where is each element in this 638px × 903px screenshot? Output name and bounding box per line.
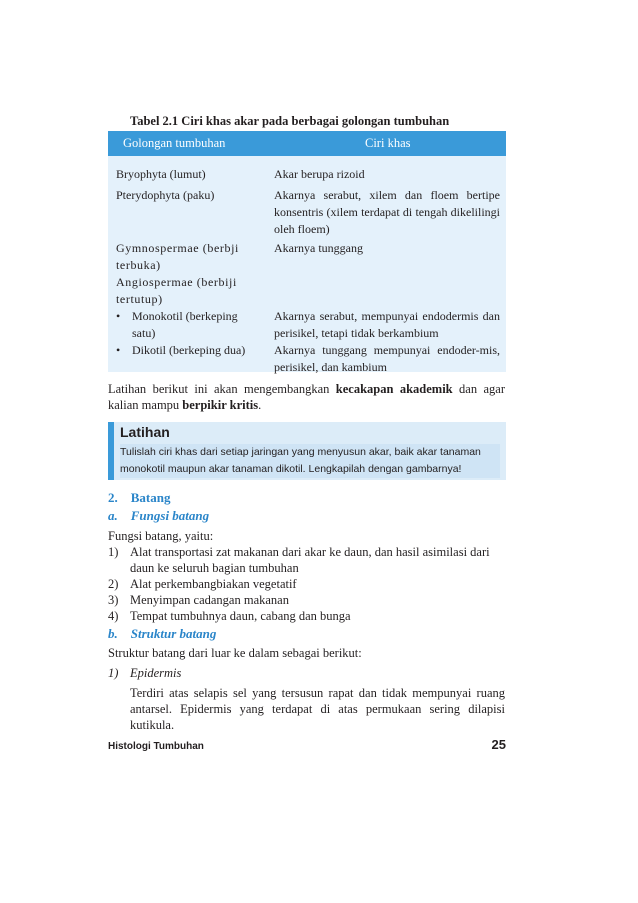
- fungsi-intro: Fungsi batang, yaitu:: [108, 529, 214, 543]
- subsection-heading-b: b. Struktur batang: [108, 626, 217, 641]
- table-cell-group: Bryophyta (lumut): [116, 167, 206, 181]
- table-cell-group: Gymnospermae (berbji terbuka): [116, 241, 239, 272]
- table-header: [108, 131, 506, 156]
- latihan-text: Tulislah ciri khas dari setiap jaringan yang menyusun akar, baik akar tanaman monokotil maupun akar tanaman dikotil. Lengkapilah dengan gambarnya!: [120, 444, 500, 478]
- table-header-group: Golongan tumbuhan: [123, 136, 226, 150]
- table-body: [108, 156, 506, 372]
- list-number: 4): [108, 609, 119, 623]
- latihan-accent-bar: [108, 422, 114, 480]
- table-header-feature: Ciri khas: [365, 136, 411, 150]
- intro-text: .: [258, 398, 262, 412]
- bullet: •: [116, 309, 121, 323]
- subsection-heading-a: a. Fungsi batang: [108, 508, 210, 523]
- intro-paragraph: [108, 381, 505, 413]
- list-text: Menyimpan cadangan makanan: [130, 593, 289, 607]
- table-cell-feature: Akarnya serabut, mempunyai endodermis dan perisikel, tetapi tidak berkambium: [274, 309, 500, 340]
- list-item: [108, 576, 505, 592]
- bullet: •: [116, 343, 121, 357]
- section-heading: 2. Batang: [108, 490, 171, 505]
- intro-bold-1: kecakapan akademik: [335, 382, 453, 396]
- list-item: [108, 665, 505, 733]
- table-cell-group-text: Monokotil (berkeping satu): [132, 309, 238, 340]
- list-number: 1): [108, 545, 119, 559]
- list-number: 1): [108, 666, 119, 680]
- table-cell-group: Pterydophyta (paku): [116, 188, 215, 202]
- latihan-title: Latihan: [120, 424, 170, 440]
- intro-text: dan agar kalian mampu: [108, 382, 506, 412]
- page-number: 25: [491, 737, 506, 752]
- struktur-list: [108, 645, 505, 733]
- list-item: [108, 608, 505, 624]
- table-cell-feature: Akar berupa rizoid: [274, 167, 365, 181]
- list-item: [108, 544, 505, 576]
- table-cell-feature: Akarnya tunggang mempunyai endoder-mis, perisikel, dan kambium: [274, 343, 500, 374]
- epidermis-title: Epidermis: [130, 666, 182, 680]
- struktur-intro: Struktur batang dari luar ke dalam sebagai berikut:: [108, 646, 362, 660]
- table-caption: Tabel 2.1 Ciri khas akar pada berbagai golongan tumbuhan: [130, 114, 450, 128]
- epidermis-text: Terdiri atas selapis sel yang tersusun rapat dan tidak mempunyai ruang antarsel. Epidermis yang terdapat di atas permukaan sering dilapisi kutikula.: [130, 686, 505, 732]
- table-cell-group: Angiospermae (berbiji tertutup): [116, 275, 237, 306]
- table-cell-feature: Akarnya tunggang: [274, 241, 363, 255]
- table-cell-feature: Akarnya serabut, xilem dan floem bertipe konsentris (xilem terdapat di tengah dikelilingi oleh floem): [274, 188, 500, 236]
- intro-text: Latihan berikut ini akan mengembangkan: [108, 382, 336, 396]
- list-number: 3): [108, 593, 119, 607]
- table-cell-group: [116, 342, 259, 359]
- table-cell-group-text: Dikotil (berkeping dua): [132, 343, 246, 357]
- list-item: [108, 592, 505, 608]
- fungsi-list: [108, 528, 505, 624]
- list-number: 2): [108, 577, 119, 591]
- list-text: Alat transportasi zat makanan dari akar ke daun, dan hasil asimilasi dari daun ke seluruh bagian tumbuhan: [130, 545, 490, 575]
- list-text: Tempat tumbuhnya daun, cabang dan bunga: [130, 609, 351, 623]
- table-cell-group: [116, 308, 259, 342]
- footer-chapter: Histologi Tumbuhan: [108, 741, 204, 752]
- list-text: Alat perkembangbiakan vegetatif: [130, 577, 297, 591]
- intro-bold-2: berpikir kritis: [182, 398, 259, 412]
